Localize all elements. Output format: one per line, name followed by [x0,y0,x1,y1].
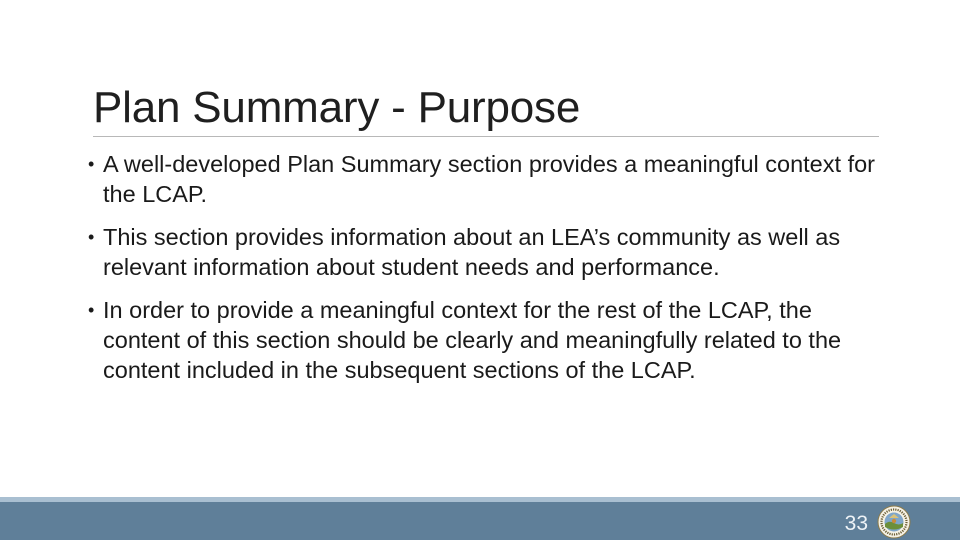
bullet-text: This section provides information about an LEA’s community as well as relevant information about student needs and performance. [103,224,841,280]
footer-bar [0,502,960,540]
state-seal-icon [877,505,911,539]
bullet-list [85,149,885,385]
bullet-marker: • [88,154,95,174]
page-number: 33 [844,512,868,535]
bullet-item [85,295,885,385]
slide-title: Plan Summary - Purpose [93,83,581,132]
bullet-item [85,222,885,282]
title-divider [93,136,879,137]
bullet-text: A well-developed Plan Summary section provides a meaningful context for the LCAP. [103,151,875,207]
bullet-item [85,149,885,209]
bullet-marker: • [88,227,95,247]
bullet-marker: • [88,300,95,320]
bullet-text: In order to provide a meaningful context for the rest of the LCAP, the content of this section should be clearly and meaningfully related to the content included in the subsequent sections of the LCAP. [103,297,842,383]
